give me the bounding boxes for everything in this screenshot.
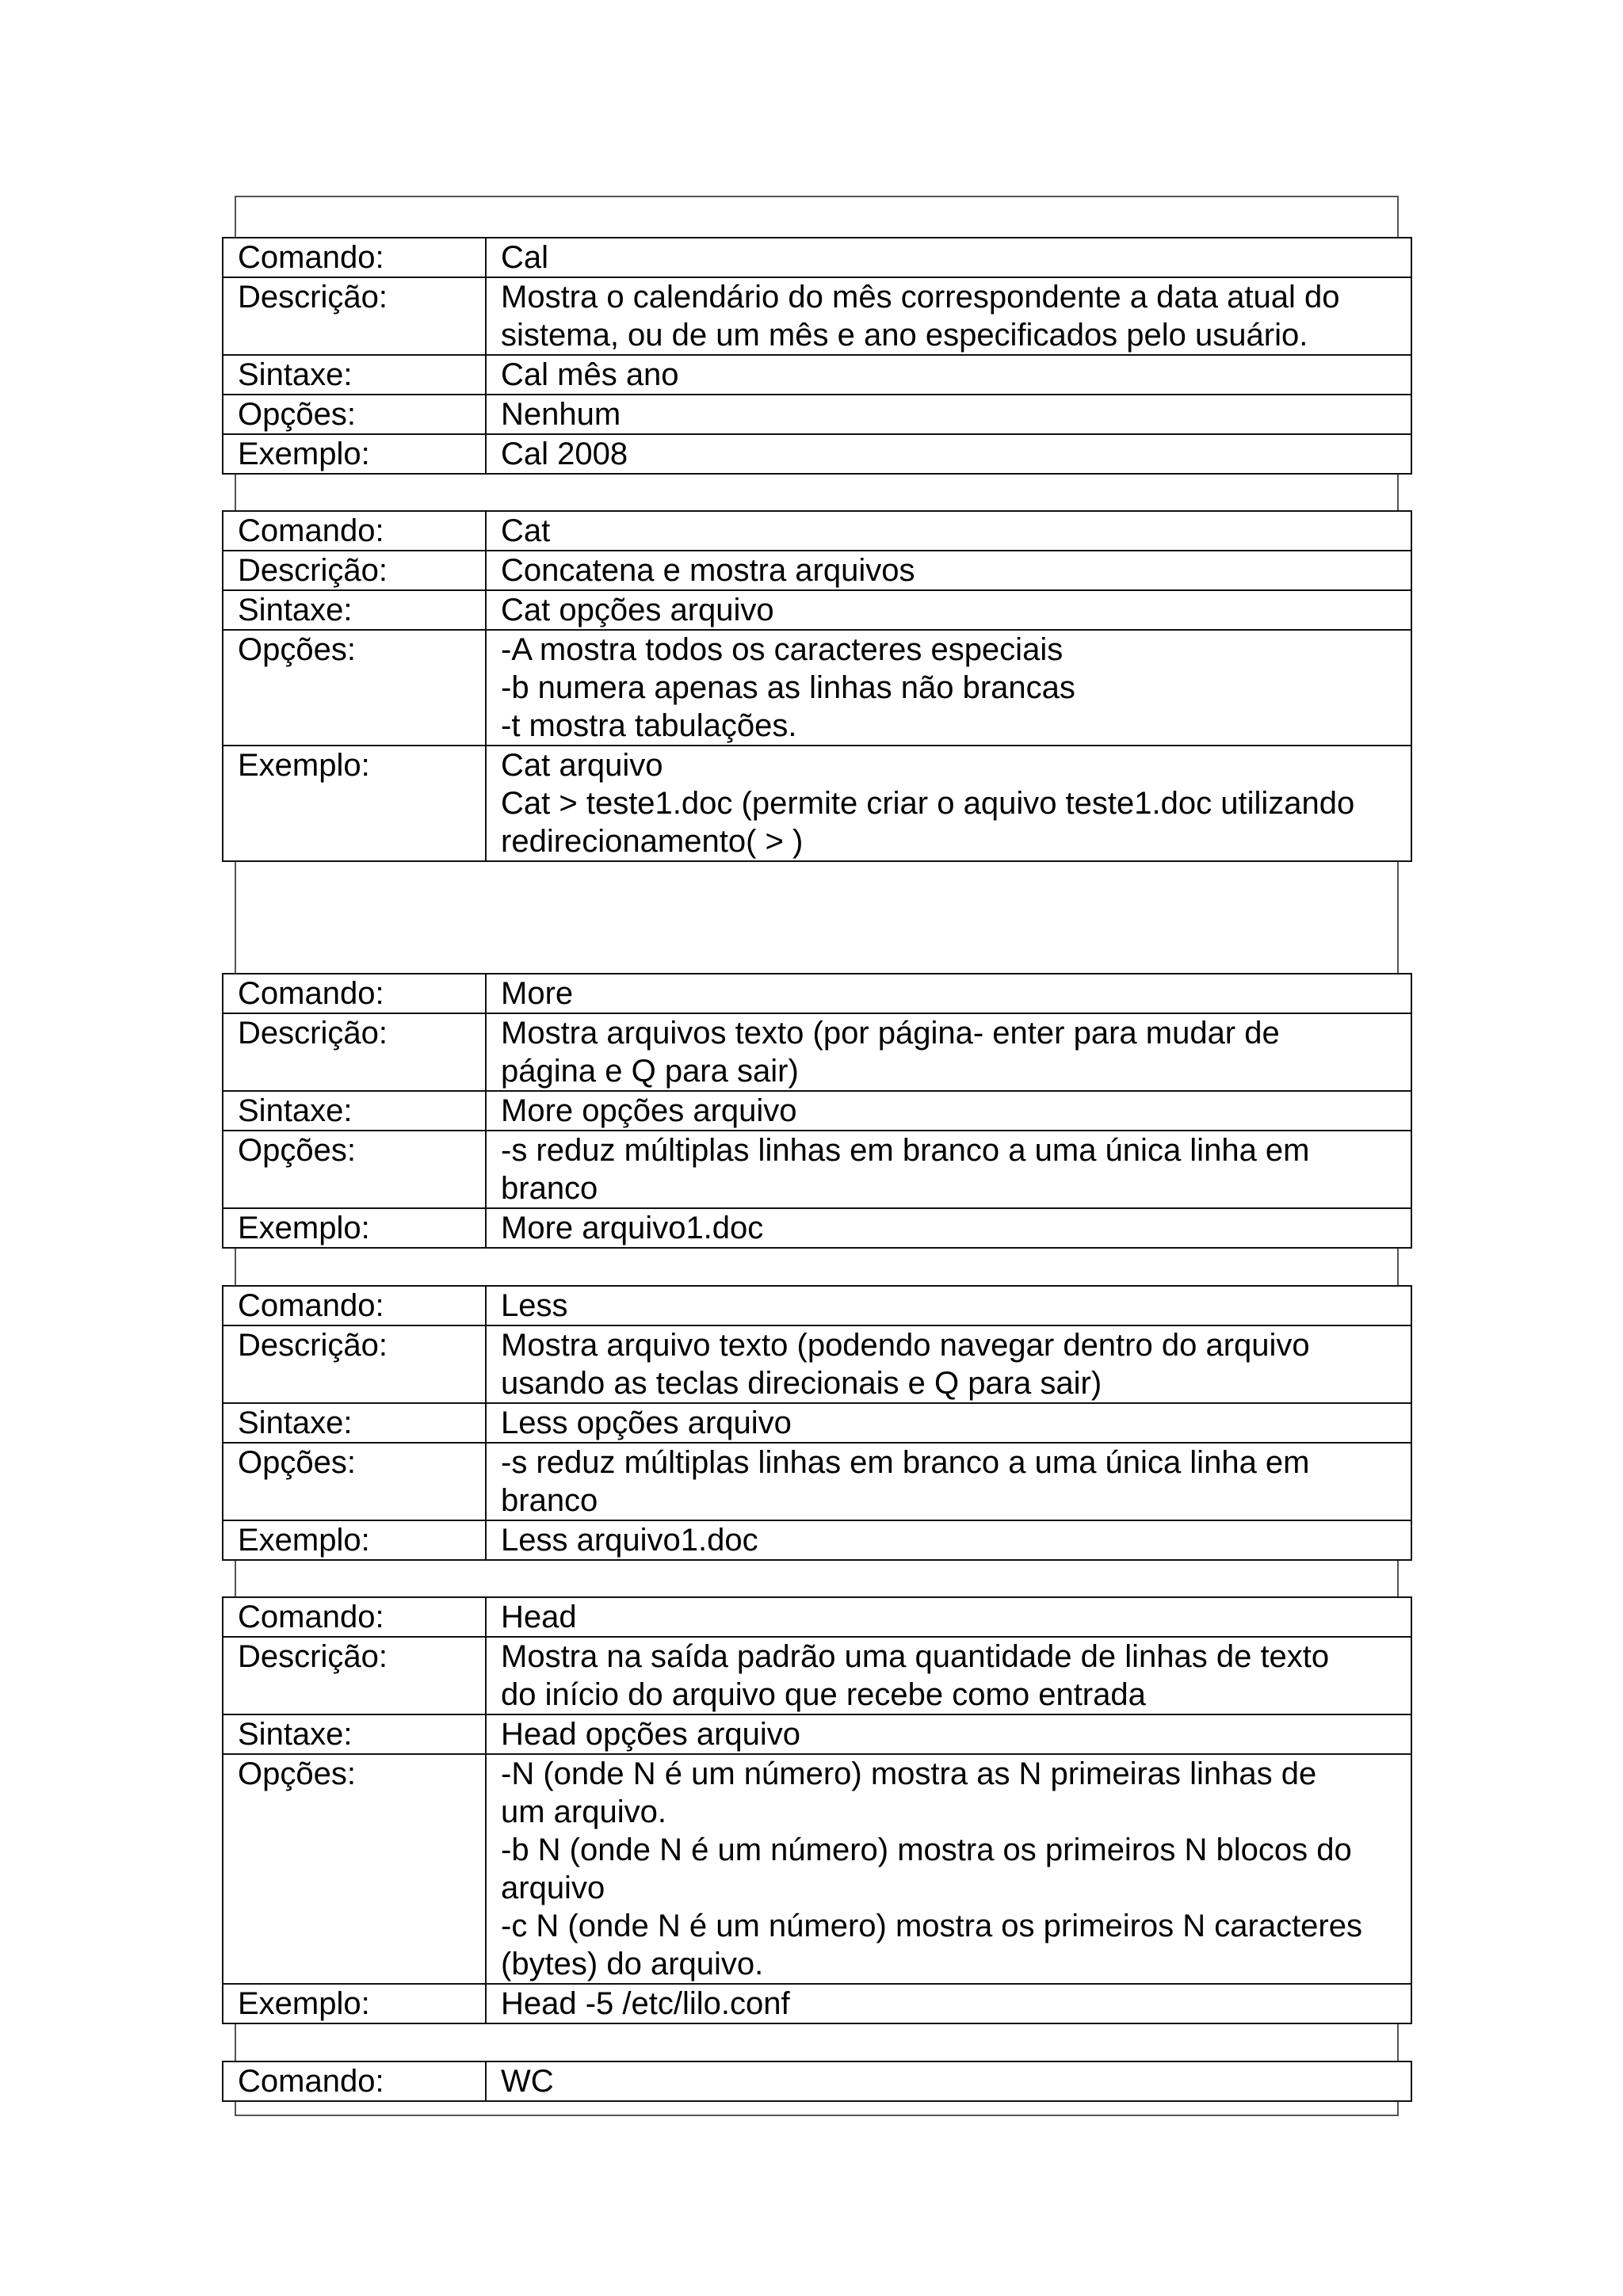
table-row — [223, 1013, 1411, 1091]
table-row — [223, 1208, 1411, 1248]
table-row — [223, 1443, 1411, 1520]
example-label: Exemplo: — [223, 434, 486, 474]
table-row — [223, 1403, 1411, 1443]
command-table-wc — [222, 2061, 1412, 2102]
command-table-less — [222, 1285, 1412, 1561]
options-label: Opções: — [223, 630, 486, 746]
table-row — [223, 746, 1411, 861]
description-value: Concatena e mostra arquivos — [486, 551, 1411, 590]
options-label: Opções: — [223, 1754, 486, 1984]
syntax-label: Sintaxe: — [223, 1403, 486, 1443]
syntax-value: Head opções arquivo — [486, 1714, 1411, 1754]
command-label: Comando: — [223, 974, 486, 1013]
table-row — [223, 1637, 1411, 1714]
example-label: Exemplo: — [223, 746, 486, 861]
table-row — [223, 551, 1411, 590]
command-label: Comando: — [223, 511, 486, 551]
command-label: Comando: — [223, 1597, 486, 1637]
description-label: Descrição: — [223, 551, 486, 590]
syntax-label: Sintaxe: — [223, 355, 486, 395]
table-row — [223, 395, 1411, 434]
table-row — [223, 590, 1411, 630]
table-row — [223, 434, 1411, 474]
example-label: Exemplo: — [223, 1520, 486, 1560]
description-value: Mostra o calendário do mês correspondente a data atual do sistema, ou de um mês e ano especificados pelo usuário. — [486, 277, 1411, 355]
table-row — [223, 1597, 1411, 1637]
syntax-value: More opções arquivo — [486, 1091, 1411, 1131]
command-name: Head — [486, 1597, 1411, 1637]
command-label: Comando: — [223, 238, 486, 277]
command-label: Comando: — [223, 1286, 486, 1325]
options-label: Opções: — [223, 395, 486, 434]
table-row — [223, 1984, 1411, 2023]
table-row — [223, 238, 1411, 277]
description-label: Descrição: — [223, 277, 486, 355]
syntax-value: Less opções arquivo — [486, 1403, 1411, 1443]
table-row — [223, 1520, 1411, 1560]
command-name: Less — [486, 1286, 1411, 1325]
example-value: Cat arquivo Cat > teste1.doc (permite criar o aquivo teste1.doc utilizando redirecionamento( > ) — [486, 746, 1411, 861]
table-row — [223, 1714, 1411, 1754]
command-table-cat — [222, 510, 1412, 862]
example-label: Exemplo: — [223, 1984, 486, 2023]
description-value: Mostra na saída padrão uma quantidade de linhas de texto do início do arquivo que recebe como entrada — [486, 1637, 1411, 1714]
options-label: Opções: — [223, 1443, 486, 1520]
table-row — [223, 1754, 1411, 1984]
table-row — [223, 511, 1411, 551]
command-table-cal — [222, 237, 1412, 475]
table-row — [223, 2061, 1411, 2101]
table-row — [223, 277, 1411, 355]
command-name: Cal — [486, 238, 1411, 277]
table-row — [223, 1131, 1411, 1208]
description-value: Mostra arquivos texto (por página- enter para mudar de página e Q para sair) — [486, 1013, 1411, 1091]
table-row — [223, 355, 1411, 395]
description-label: Descrição: — [223, 1637, 486, 1714]
options-value: -s reduz múltiplas linhas em branco a uma única linha em branco — [486, 1131, 1411, 1208]
example-value: Cal 2008 — [486, 434, 1411, 474]
syntax-value: Cat opções arquivo — [486, 590, 1411, 630]
syntax-label: Sintaxe: — [223, 590, 486, 630]
table-row — [223, 630, 1411, 746]
example-value: Head -5 /etc/lilo.conf — [486, 1984, 1411, 2023]
options-value: -N (onde N é um número) mostra as N primeiras linhas de um arquivo. -b N (onde N é um número) mostra os primeiros N blocos do arquivo -c N (onde N é um número) mostra os primeiros N caracteres (bytes) do arquivo. — [486, 1754, 1411, 1984]
command-table-head — [222, 1596, 1412, 2024]
example-value: More arquivo1.doc — [486, 1208, 1411, 1248]
command-table-more — [222, 973, 1412, 1249]
options-value: -s reduz múltiplas linhas em branco a uma única linha em branco — [486, 1443, 1411, 1520]
table-row — [223, 1286, 1411, 1325]
example-value: Less arquivo1.doc — [486, 1520, 1411, 1560]
syntax-label: Sintaxe: — [223, 1714, 486, 1754]
description-value: Mostra arquivo texto (podendo navegar dentro do arquivo usando as teclas direcionais e Q para sair) — [486, 1325, 1411, 1403]
table-row — [223, 1091, 1411, 1131]
options-label: Opções: — [223, 1131, 486, 1208]
command-name: Cat — [486, 511, 1411, 551]
command-label: Comando: — [223, 2061, 486, 2101]
command-name: WC — [486, 2061, 1411, 2101]
description-label: Descrição: — [223, 1325, 486, 1403]
table-row — [223, 974, 1411, 1013]
command-name: More — [486, 974, 1411, 1013]
syntax-value: Cal mês ano — [486, 355, 1411, 395]
options-value: -A mostra todos os caracteres especiais -b numera apenas as linhas não brancas -t mostra tabulações. — [486, 630, 1411, 746]
options-value: Nenhum — [486, 395, 1411, 434]
description-label: Descrição: — [223, 1013, 486, 1091]
example-label: Exemplo: — [223, 1208, 486, 1248]
table-row — [223, 1325, 1411, 1403]
syntax-label: Sintaxe: — [223, 1091, 486, 1131]
